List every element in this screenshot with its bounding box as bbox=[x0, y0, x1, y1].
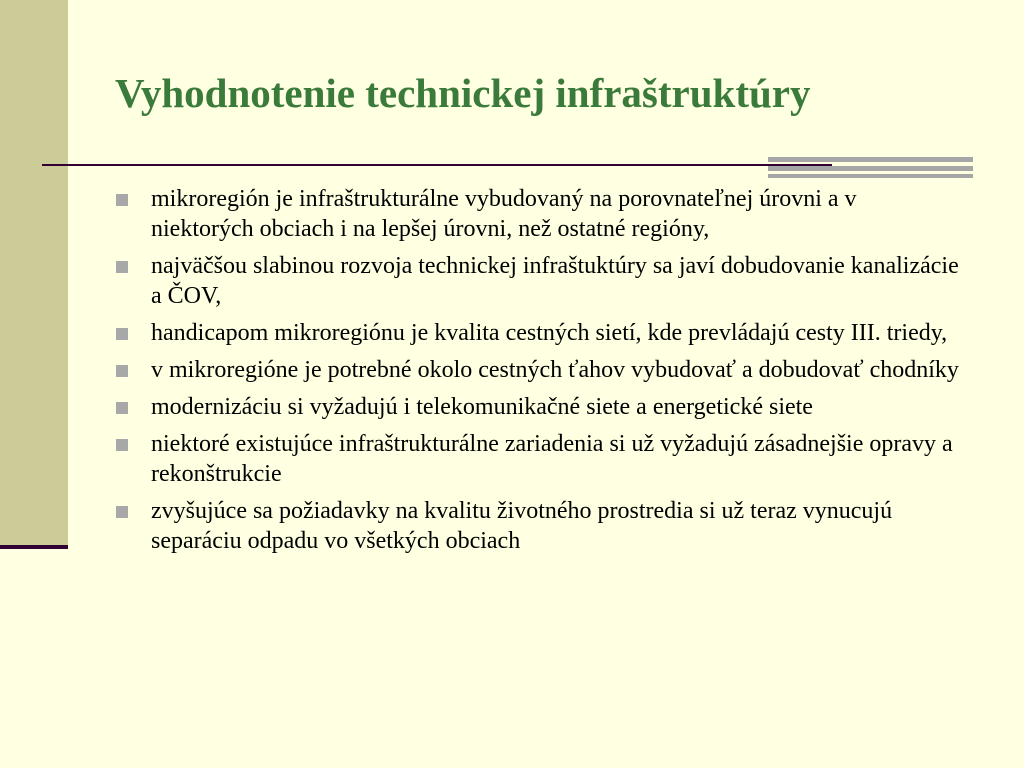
slide-title: Vyhodnotenie technickej infraštruktúry bbox=[115, 70, 811, 116]
bullet-item bbox=[112, 392, 962, 422]
bullet-item bbox=[112, 251, 962, 311]
title-divider-rule bbox=[42, 164, 832, 166]
bullet-text: mikroregión je infraštrukturálne vybudovaný na porovnateľnej úrovni a v niektorých obciach i na lepšej úrovni, než ostatné regióny, bbox=[151, 186, 857, 242]
square-bullet-icon bbox=[116, 402, 128, 414]
bullet-text: najväčšou slabinou rozvoja technickej infraštuktúry sa javí dobudovanie kanalizácie a ČOV, bbox=[151, 253, 959, 309]
bullet-item bbox=[112, 318, 962, 348]
left-decorative-band bbox=[0, 0, 68, 548]
square-bullet-icon bbox=[116, 506, 128, 518]
title-accent-bars bbox=[768, 157, 973, 177]
bullet-text: modernizáciu si vyžadujú i telekomunikačné siete a energetické siete bbox=[151, 394, 813, 420]
bullet-item bbox=[112, 496, 962, 556]
accent-bar bbox=[768, 174, 973, 178]
bullet-list bbox=[112, 184, 962, 563]
bullet-text: v mikroregióne je potrebné okolo cestných ťahov vybudovať a dobudovať chodníky bbox=[151, 357, 959, 383]
left-band-rule bbox=[0, 545, 68, 549]
bullet-text: zvyšujúce sa požiadavky na kvalitu životného prostredia si už teraz vynucujú separáciu odpadu vo všetkých obciach bbox=[151, 498, 893, 554]
bullet-item bbox=[112, 355, 962, 385]
square-bullet-icon bbox=[116, 439, 128, 451]
accent-bar bbox=[768, 166, 973, 171]
square-bullet-icon bbox=[116, 194, 128, 206]
bullet-text: niektoré existujúce infraštrukturálne zariadenia si už vyžadujú zásadnejšie opravy a rekonštrukcie bbox=[151, 431, 953, 487]
square-bullet-icon bbox=[116, 365, 128, 377]
square-bullet-icon bbox=[116, 261, 128, 273]
bullet-text: handicapom mikroregiónu je kvalita cestných sietí, kde prevládajú cesty III. triedy, bbox=[151, 320, 948, 346]
bullet-item bbox=[112, 184, 962, 244]
square-bullet-icon bbox=[116, 328, 128, 340]
accent-bar bbox=[768, 157, 973, 162]
bullet-item bbox=[112, 429, 962, 489]
